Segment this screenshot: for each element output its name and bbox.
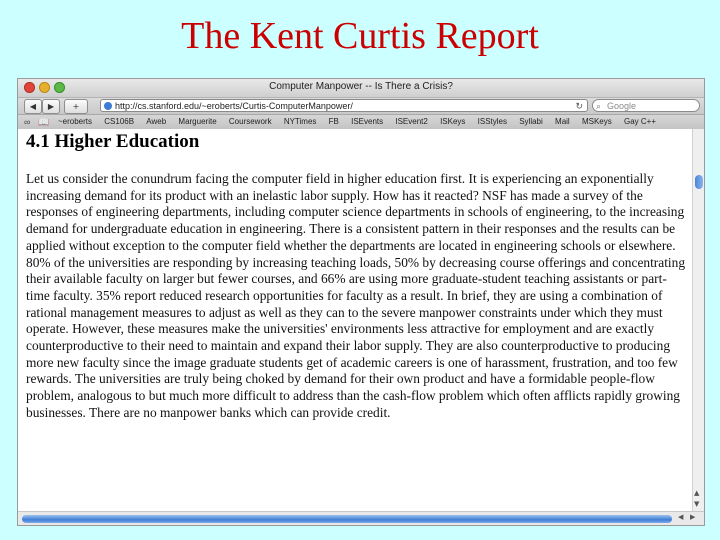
bookmark-item[interactable]: Mail [555,117,570,126]
scroll-right-arrow-icon[interactable]: ▶ [690,513,696,521]
bookmarks-bar [18,115,704,130]
bookmark-item[interactable]: Coursework [228,117,272,126]
bookmark-item[interactable]: MSKeys [581,117,612,126]
back-button[interactable]: ◀ [24,99,42,114]
scroll-left-arrow-icon[interactable]: ◀ [678,513,684,521]
horizontal-scroll-thumb[interactable] [22,515,672,523]
scroll-down-arrow-icon[interactable]: ▼ [694,500,700,508]
vertical-scroll-thumb[interactable] [695,175,703,189]
page-content [18,129,692,511]
bookmark-item[interactable]: ~eroberts [58,117,93,126]
horizontal-scrollbar[interactable] [18,511,704,525]
bookmark-item[interactable]: FB [328,117,339,126]
bookmark-item[interactable]: ISKeys [440,117,466,126]
vertical-scrollbar[interactable] [692,129,704,511]
scroll-up-arrow-icon[interactable]: ▲ [694,489,700,497]
browser-toolbar [18,98,704,115]
bookmark-item[interactable]: ISEvent2 [395,117,428,126]
search-placeholder: Google [607,101,637,111]
section-paragraph: Let us consider the conundrum facing the computer field in higher education first. It is experiencing an exponentially increasing demand for its product with an inelastic labor supply. How has it reacted? NSF has made a survey of the responses of engineering departments, including computer science departments in schools of engineering, to the increasing demand for undergraduate education in engineering. There is a consistent pattern in their responses and the results can be applied without exception to the computer field whether the departments are located in engineering schools or elsewhere. 80% of the universities are responding by increasing teaching loads, 50% by decreasing course offerings and concentrating their available faculty on larger but fewer courses, and 66% are using more graduate-student teaching assistants or part-time faculty. 35% report reduced research opportunities for faculty as a result. In brief, they are using a combination of rational management measures to adjust as well as they can to the severe manpower constraints under which they must operate. However, these measures make the universities' environments less attractive for employment and are exactly counterproductive to their need to maintain and expand their labor supply. They are also counterproductive to producing more new faculty since the image graduate students get of academic careers is one of harassment, frustration, and too few rewards. The universities are truly being choked by demand for their own product and have a formidable people-flow problem, analogous to but much more difficult to address than the cash-flow problem which often afflicts rapidly growing businesses. There are no manpower banks which can provide credit. [26,171,686,420]
bookmark-list [58,115,666,129]
bookmark-item[interactable]: Aweb [146,117,167,126]
globe-icon [104,102,112,110]
search-icon: ⌕ [596,101,602,111]
bookmark-item[interactable]: CS106B [104,117,135,126]
forward-button[interactable]: ▶ [42,99,60,114]
window-title: Computer Manpower -- Is There a Crisis? [269,81,453,92]
bookmark-item[interactable]: Syllabi [519,117,543,126]
add-bookmark-button[interactable]: + [64,99,88,114]
slide-title: The Kent Curtis Report [181,15,539,57]
bookmark-item[interactable]: ISStyles [477,117,507,126]
search-input[interactable] [592,99,700,112]
address-url: http://cs.stanford.edu/~eroberts/Curtis-ComputerManpower/ [115,101,353,111]
reading-list-icon[interactable]: ∞ [24,117,31,127]
window-titlebar [18,79,704,98]
bookmark-item[interactable]: Marguerite [178,117,217,126]
bookmark-item[interactable]: NYTimes [283,117,317,126]
address-bar[interactable] [100,99,588,112]
bookmark-item[interactable]: ISEvents [351,117,384,126]
bookmarks-book-icon[interactable]: 📖 [38,117,50,127]
browser-window [18,79,704,525]
bookmark-item[interactable]: Gay C++ [623,117,656,126]
reload-icon[interactable]: ↻ [575,101,583,111]
section-heading: 4.1 Higher Education [26,131,200,152]
